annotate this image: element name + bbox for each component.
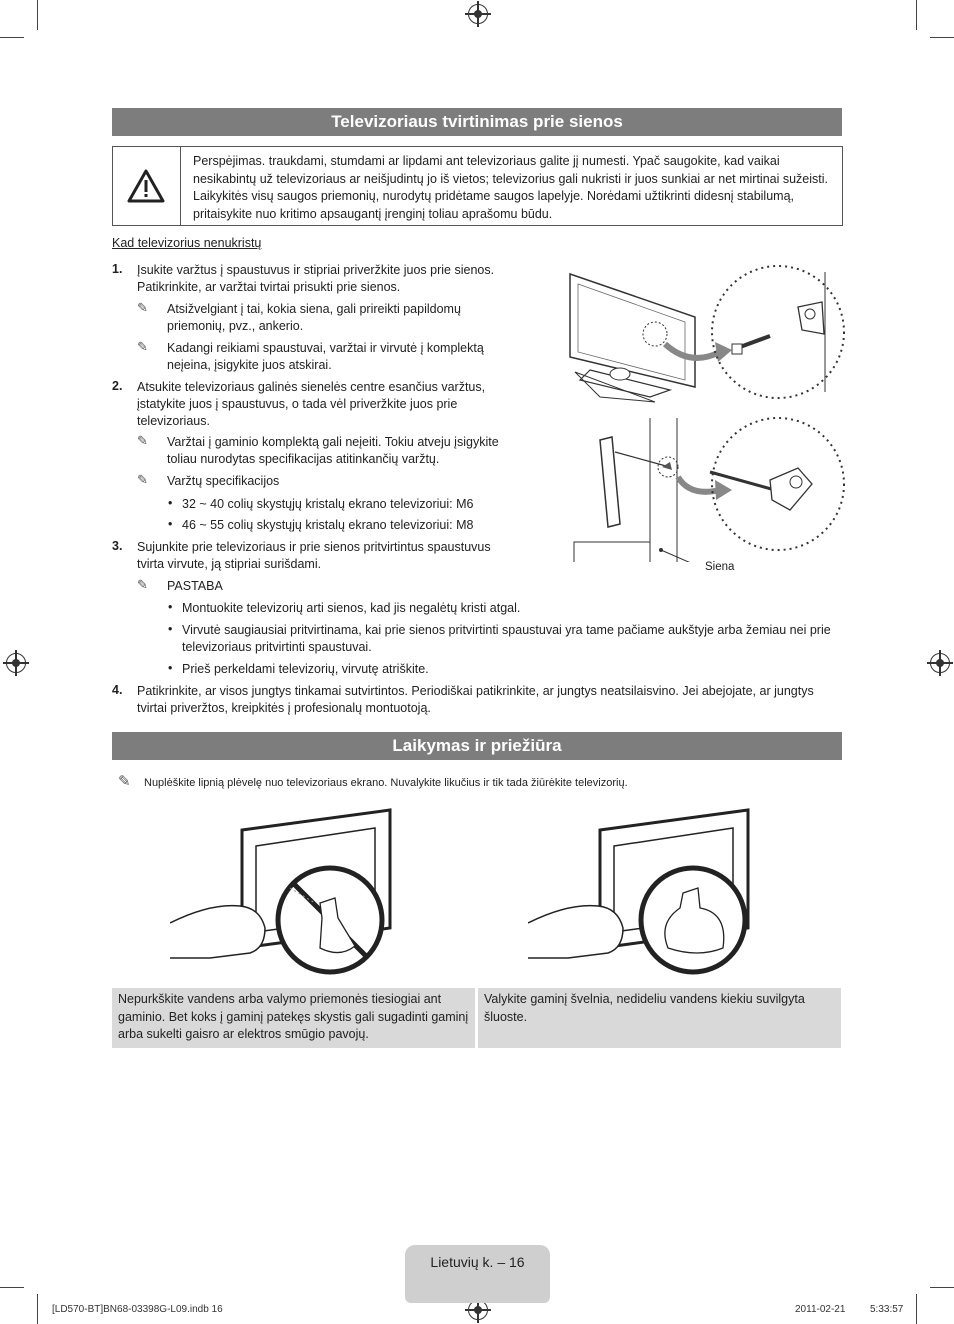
note-pencil-icon: ✎ (137, 339, 148, 354)
step-number: 1. (112, 262, 123, 276)
crop-mark (37, 1294, 38, 1324)
bullet: • (168, 661, 173, 675)
bullet: • (168, 517, 173, 531)
spray-prohibited-illustration (170, 808, 410, 978)
note-text: Varžtų specifikacijos (167, 474, 280, 488)
note-text: Varžtai į gaminio komplektą gali neįeiti. Tokiu atveju įsigykite toliau nurodytas specifikacijas atitinkančių varžtų. (167, 435, 499, 466)
file-slug: [LD570-BT]BN68-03398G-L09.indb 16 (52, 1304, 223, 1315)
spec-item: 46 ~ 55 colių skystųjų kristalų ekrano televizoriui: M8 (182, 518, 474, 532)
wall-mount-illustration (560, 262, 850, 562)
care-note: Nuplėškite lipnią plėvelę nuo televizoriaus ekrano. Nuvalykite likučius ir tik tada žiūrėkite televizorių. (144, 777, 628, 789)
registration-mark-icon (468, 4, 488, 24)
note-bullet-text: Prieš perkeldami televizorių, virvutę atriškite. (182, 662, 429, 676)
bullet: • (168, 622, 173, 636)
note-pencil-icon: ✎ (137, 300, 148, 315)
subheading-prevent-fall: Kad televizorius nenukristų (112, 236, 262, 250)
note-pencil-icon: ✎ (118, 773, 131, 790)
step-text: Įsukite varžtus į spaustuvus ir stipriai priveržkite juos prie sienos. Patikrinkite, ar varžtai tvirtai prisukti prie sienos. (137, 263, 495, 294)
crop-mark (930, 37, 954, 38)
step-number: 2. (112, 379, 123, 393)
step-text: Patikrinkite, ar visos jungtys tinkamai sutvirtintos. Periodiškai patikrinkite, ar jungtys neatsilaisvino. Jei abejojate, ar jungtys tvirtai priveržtos, kreipkitės į profesionalų montuotoją. (137, 684, 814, 715)
step-text: Sujunkite prie televizoriaus ir prie sienos pritvirtintus spaustuvus tvirta virvute, ją stipriai surišdami. (137, 540, 491, 571)
warning-body: . traukdami, stumdami ar lipdami ant televizoriaus galite jį numesti. Ypač saugokite, kad vaikai nesikabintų už televizoriaus ar neišjudintų jo iš vietos; televizorius gali nukristi ir juos sunkiai ar net mirtinai sužeisti. Laikykitės visų saugos priemonių, nurodytų pridėtame saugos lapelyje. Norėdami užtikrinti didesnį stabilumą, pritaisykite nuo kritimo apsaugantį įrenginį toliau aprašomu būdu. (193, 154, 829, 221)
note-pencil-icon: ✎ (137, 433, 148, 448)
crop-mark (0, 37, 24, 38)
slug-time: 5:33:57 (870, 1304, 904, 1315)
caption-cloth-clean: Valykite gaminį švelnia, nedideliu vandens kiekiu suvilgyta šluoste. (478, 988, 841, 1048)
spec-item: 32 ~ 40 colių skystųjų kristalų ekrano televizoriui: M6 (182, 497, 474, 511)
page-number: Lietuvių k. – 16 (430, 1254, 525, 1270)
bullet: • (168, 600, 173, 614)
note-pencil-icon: ✎ (137, 472, 148, 487)
registration-mark-icon (468, 1300, 488, 1320)
note-bullet-text: Montuokite televizorių arti sienos, kad jis negalėtų kristi atgal. (182, 601, 521, 615)
cloth-cleaning-illustration (528, 808, 768, 978)
section-title-wall-mount: Televizoriaus tvirtinimas prie sienos (112, 108, 842, 136)
wall-label: Siena (705, 561, 735, 573)
step-text: Atsukite televizoriaus galinės sienelės centre esančius varžtus, įstatykite juos į spaustuvus, o tada vėl priveržkite juos prie televizoriaus. (137, 380, 486, 428)
registration-mark-icon (930, 653, 950, 673)
section-title-care: Laikymas ir priežiūra (112, 732, 842, 760)
crop-mark (930, 1287, 954, 1288)
step-number: 3. (112, 539, 123, 553)
bullet: • (168, 496, 173, 510)
warning-label: Perspėjimas (193, 154, 262, 168)
crop-mark (0, 1287, 24, 1288)
crop-mark (37, 0, 38, 30)
note-text: Kadangi reikiami spaustuvai, varžtai ir virvutė į komplektą neįeina, įsigykite juos atskirai. (167, 341, 484, 372)
crop-mark (916, 0, 917, 30)
note-pencil-icon: ✎ (137, 577, 148, 592)
step-number: 4. (112, 683, 123, 697)
caption-spray-warning: Nepurkškite vandens arba valymo priemonės tiesiogiai ant gaminio. Bet koks į gaminį patekęs skystis gali sugadinti gaminį arba sukelti gaisro ar elektros smūgio pavojų. (112, 988, 475, 1048)
registration-mark-icon (6, 653, 26, 673)
note-bullet-text: Virvutė saugiausiai pritvirtinama, kai prie sienos pritvirtinti spaustuvai yra tame pačiame aukštyje arba žemiau nei prie televizoriaus pritvirtinti spaustuvai. (182, 623, 831, 654)
crop-mark (916, 1294, 917, 1324)
warning-box (112, 146, 843, 226)
warning-triangle-icon (113, 147, 181, 225)
note-text: Atsižvelgiant į tai, kokia siena, gali prireikti papildomų priemonių, pvz., ankerio. (167, 302, 461, 333)
slug-date: 2011-02-21 (795, 1304, 846, 1315)
warning-text (193, 153, 833, 223)
note-text: PASTABA (167, 579, 223, 593)
